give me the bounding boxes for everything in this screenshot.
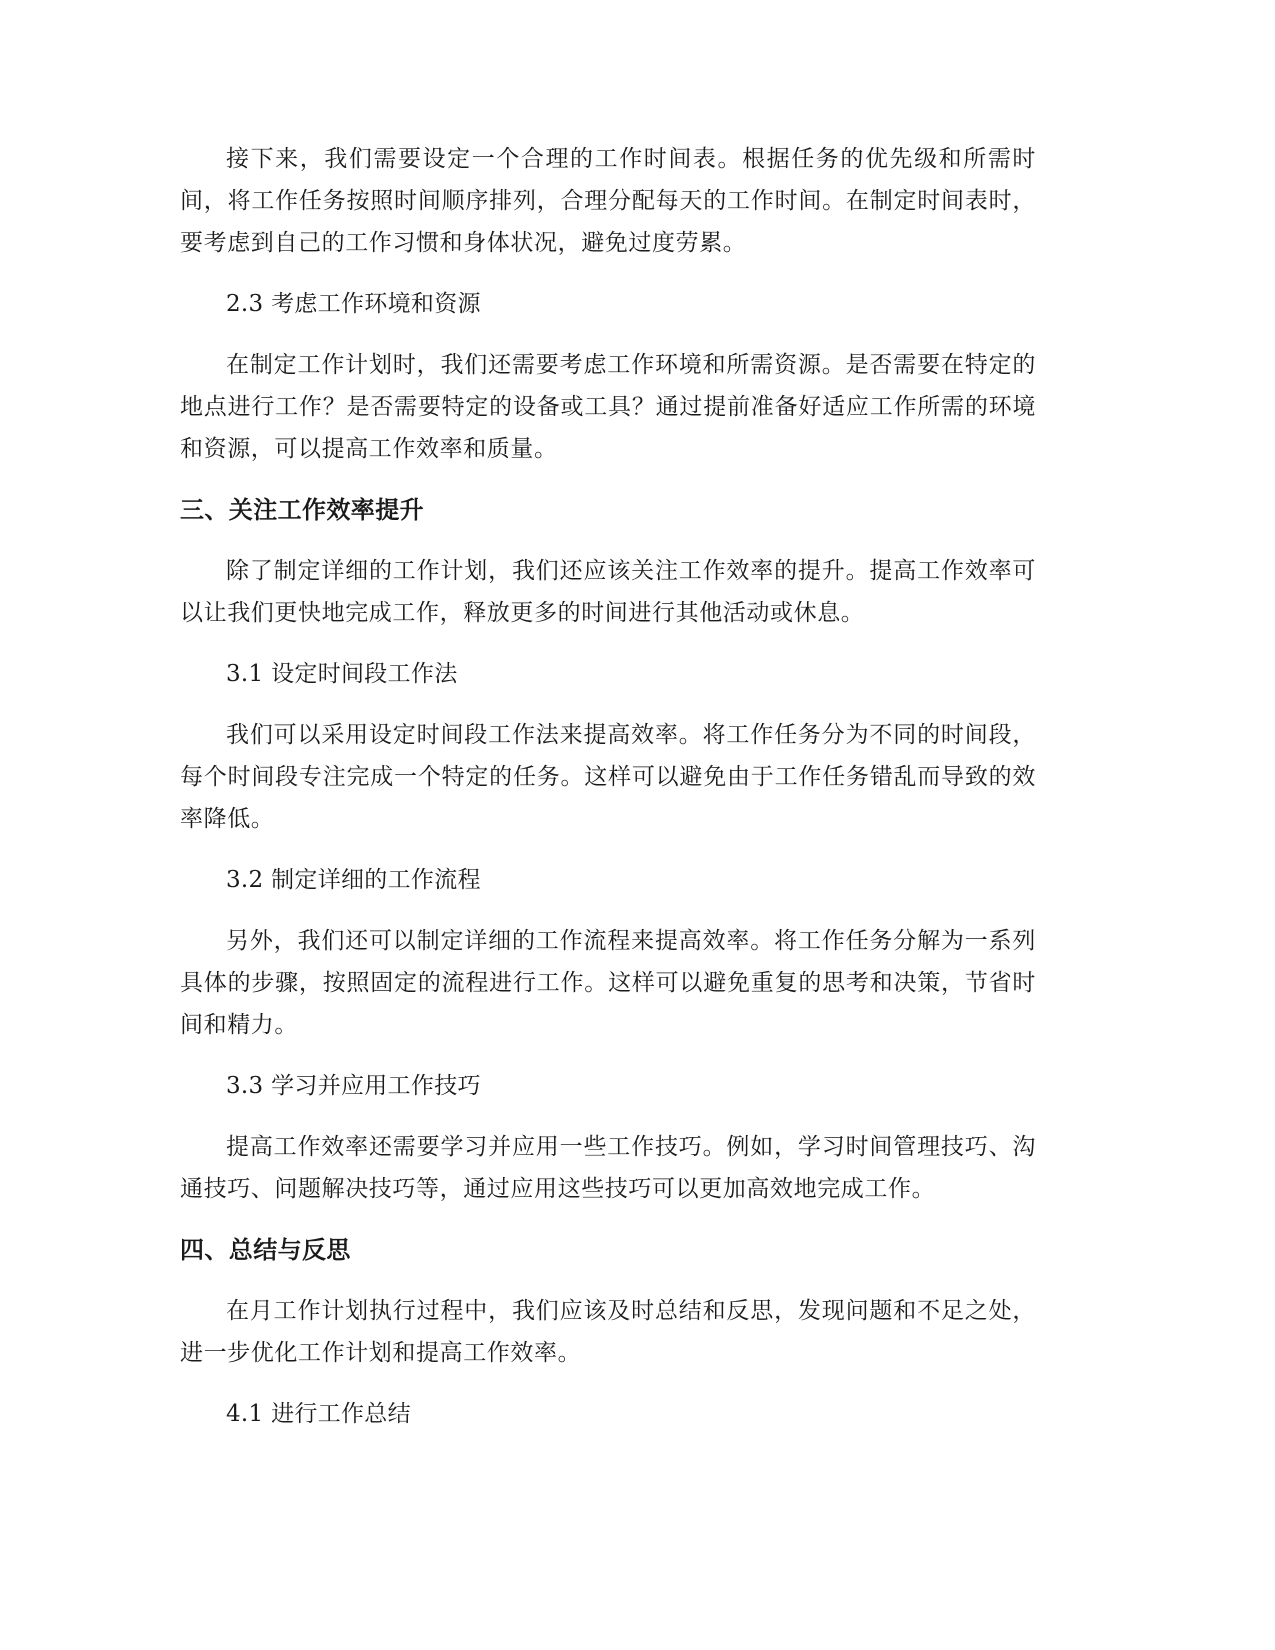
paragraph-workflow: 另外，我们还可以制定详细的工作流程来提高效率。将工作任务分解为一系列具体的步骤，按照固定的流程进行工作。这样可以避免重复的思考和决策，节省时间和精力。 [180,928,1036,1038]
subheading-3-3: 3.3 学习并应用工作技巧 [226,1073,481,1099]
paragraph-review: 在月工作计划执行过程中，我们应该及时总结和反思，发现问题和不足之处，进一步优化工作计划和提高工作效率。 [180,1298,1036,1366]
paragraph-environment-resources: 在制定工作计划时，我们还需要考虑工作环境和所需资源。是否需要在特定的地点进行工作？是否需要特定的设备或工具？通过提前准备好适应工作所需的环境和资源，可以提高工作效率和质量。 [180,352,1036,462]
paragraph-time-blocks: 我们可以采用设定时间段工作法来提高效率。将工作任务分为不同的时间段，每个时间段专注完成一个特定的任务。这样可以避免由于工作任务错乱而导致的效率降低。 [180,722,1036,832]
paragraph-work-schedule: 接下来，我们需要设定一个合理的工作时间表。根据任务的优先级和所需时间，将工作任务按照时间顺序排列，合理分配每天的工作时间。在制定时间表时，要考虑到自己的工作习惯和身体状况，避免过度劳累。 [180,146,1036,256]
document-body [180,138,1036,1454]
subheading-3-2: 3.2 制定详细的工作流程 [226,867,481,893]
subheading-3-1: 3.1 设定时间段工作法 [226,661,458,687]
paragraph-skills: 提高工作效率还需要学习并应用一些工作技巧。例如，学习时间管理技巧、沟通技巧、问题解决技巧等，通过应用这些技巧可以更加高效地完成工作。 [180,1134,1036,1202]
section-heading-4: 四、总结与反思 [180,1236,351,1264]
section-heading-3: 三、关注工作效率提升 [180,496,424,524]
subheading-2-3: 2.3 考虑工作环境和资源 [226,291,481,317]
paragraph-efficiency-intro: 除了制定详细的工作计划，我们还应该关注工作效率的提升。提高工作效率可以让我们更快地完成工作，释放更多的时间进行其他活动或休息。 [180,558,1036,626]
subheading-4-1: 4.1 进行工作总结 [226,1401,411,1427]
